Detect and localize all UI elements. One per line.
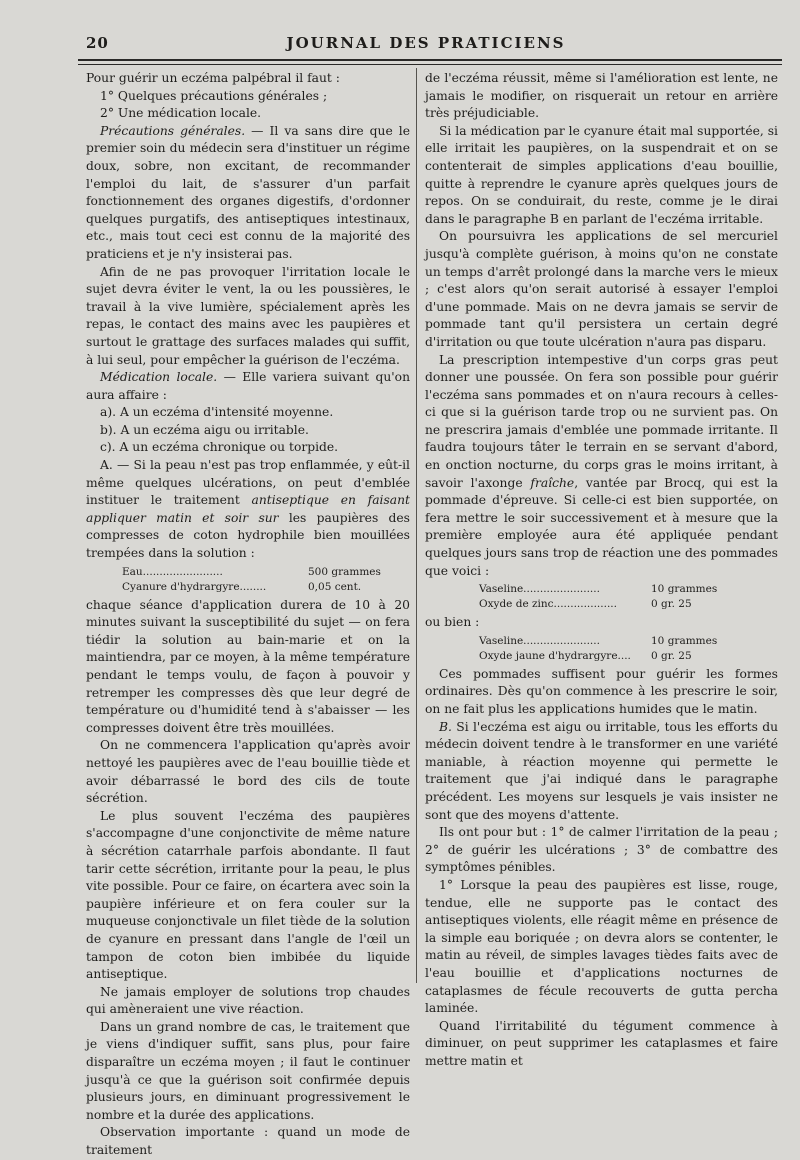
list-item: a). A un eczéma d'intensité moyenne. bbox=[100, 405, 334, 420]
list-item: b). A un eczéma aigu ou irritable. bbox=[100, 422, 309, 437]
header-rule-thin bbox=[78, 64, 782, 65]
paragraph: Quand l'irritabilité du tégument commence à diminuer, on peut supprimer les cataplasmes et faire mettre matin et bbox=[425, 1018, 778, 1068]
paragraph: Dans un grand nombre de cas, le traitement que je viens d'indiquer suffit, sans plus, pour faire disparaître un eczéma moyen ; il faut le continuer jusqu'à ce que la guérison soit confirmée depuis plusieurs jours, en diminuant progressivement le nombre et la durée des applications. bbox=[86, 1019, 410, 1122]
paragraph: de l'eczéma réussit, même si l'amélioration est lente, ne jamais le modifier, on risquerait un retour en arrière très préjudiciable. bbox=[425, 71, 778, 121]
prescription bbox=[425, 582, 778, 612]
paragraph: Afin de ne pas provoquer l'irritation locale le sujet devra éviter le vent, la ou les poussières, le travail à la vive lumière, spécialement après les repas, le contact des mains avec les paupières et surtout le grattage des surfaces malades qui suffit, à lui seul, pour empêcher la guérison de l'eczéma. bbox=[86, 264, 410, 367]
prescription-row bbox=[425, 582, 778, 597]
italic-text: fraîche bbox=[530, 475, 575, 490]
prescription-row bbox=[425, 649, 778, 664]
paragraph bbox=[86, 457, 410, 563]
ingredient: Vaseline....................... bbox=[479, 583, 600, 596]
ingredient: Eau........................ bbox=[122, 565, 223, 578]
ingredient: Vaseline....................... bbox=[479, 634, 600, 647]
section-heading: B. bbox=[439, 719, 452, 734]
dose: 0 gr. 25 bbox=[651, 598, 692, 611]
paragraph: On poursuivra les applications de sel mercuriel jusqu'à complète guérison, à moins qu'on ne constate un temps d'arrêt prolongé dans la marche vers le mieux ; c'est alors qu'on serait autorisé à essayer l'emploi d'une pommade. Mais on ne devra jamais se servir de pommade tant qu'il persistera un certain degré d'irritation ou que toute ulcération n'aura pas disparu. bbox=[425, 229, 778, 349]
paragraph bbox=[86, 123, 410, 264]
prescription bbox=[425, 634, 778, 664]
ingredient: Oxyde de zinc................... bbox=[479, 598, 617, 611]
prescription-row bbox=[86, 565, 410, 580]
ingredient: Oxyde jaune d'hydrargyre.... bbox=[479, 649, 631, 662]
paragraph bbox=[86, 369, 410, 404]
dose: 10 grammes bbox=[651, 634, 718, 647]
paragraph: chaque séance d'application durera de 10 à 20 minutes suivant la susceptibilité du sujet — on fera tiédir la solution au bain-marie et on la maintiendra, par ce moyen, à la même température pendant le temps voulu, de façon à pouvoir y retremper les compresses dès que leur degré de température ou d'humidité tend à s'abaisser — les compresses doivent être très mouillées. bbox=[86, 597, 410, 735]
dose: 0,05 cent. bbox=[308, 580, 362, 593]
dose: 10 grammes bbox=[651, 583, 718, 596]
right-column bbox=[425, 70, 778, 1070]
page-header bbox=[70, 34, 782, 54]
paragraph bbox=[425, 352, 778, 581]
paragraph: Si la médication par le cyanure était mal supportée, si elle irritait les paupières, on la suspendrait et on se contenterait de simples applications d'eau bouillie, quitte à reprendre le cyanure après quelques jours de repos. On se conduirait, du reste, comme je le dirai dans le paragraphe B en parlant de l'eczéma irritable. bbox=[425, 123, 778, 226]
paragraph: Pour guérir un eczéma palpébral il faut : bbox=[86, 71, 340, 85]
section-heading: Médication locale. bbox=[100, 370, 218, 385]
column-divider bbox=[416, 68, 417, 983]
paragraph-text: , vantée par Brocq, qui est la pommade d'épreuve. Si celle-ci est bien supportée, on fera mettre le soir successivement et à mesure que la première employée aura été appliquée pendant quelques jours sans trop de réaction une des pommades que voici : bbox=[425, 475, 778, 578]
paragraph: On ne commencera l'application qu'après avoir nettoyé les paupières avec de l'eau bouillie tiède et avoir débarrassé le bord des cils de toute sécrétion. bbox=[86, 738, 410, 806]
paragraph-text: — Elle variera suivant qu'on aura affaire : bbox=[86, 370, 410, 402]
paragraph: ou bien : bbox=[425, 615, 480, 630]
left-column bbox=[86, 70, 410, 1160]
paragraph: Observation importante : quand un mode de traitement bbox=[86, 1125, 410, 1158]
paragraph: 1° Lorsque la peau des paupières est lisse, rouge, tendue, elle ne supporte pas le contact des antiseptiques violents, elle réagit même en présence de la simple eau boriquée ; on devra alors se contenter, le matin au réveil, de simples lavages tièdes faits avec de l'eau bouillie et d'applications nocturnes de cataplasmes de fécule recouverts de gutta percha laminée. bbox=[425, 877, 778, 1016]
paragraph: Ne jamais employer de solutions trop chaudes qui amèneraient une vive réaction. bbox=[86, 984, 410, 1017]
page-number: 20 bbox=[86, 34, 109, 52]
prescription-row bbox=[86, 580, 410, 595]
list-item: c). A un eczéma chronique ou torpide. bbox=[100, 440, 339, 455]
paragraph-text: Si l'eczéma est aigu ou irritable, tous les efforts du médecin doivent tendre à le transformer en une variété maniable, à réaction moyenne qui permette le traitement que j'ai indiqué dans le paragraphe précédent. Les moyens sur lesquels je vais insister ne sont que des moyens d'attente. bbox=[425, 719, 778, 822]
header-rule-thick bbox=[78, 59, 782, 61]
paragraph: Le plus souvent l'eczéma des paupières s'accompagne d'une conjonctivite de même nature à sécrétion catarrhale parfois abondante. Il faut tarir cette sécrétion, irritante pour la peau, le plus vite possible. Pour ce faire, on écartera avec soin la paupière inférieure et on fera couler sur la muqueuse conjonctivale un filet tiède de la solution de cyanure en pressant dans l'angle de l'œil un tampon de coton bien imbibée du liquide antiseptique. bbox=[86, 808, 410, 982]
paragraph-text: A. — Si la peau n'est pas trop enflammée, y eût-il même quelques ulcérations, on peut d'emblée instituer le traitement bbox=[86, 458, 410, 508]
section-heading: Précautions générales. bbox=[100, 123, 246, 138]
list-item: 2° Une médication locale. bbox=[100, 106, 262, 121]
ingredient: Cyanure d'hydrargyre........ bbox=[122, 580, 267, 593]
prescription bbox=[86, 565, 410, 595]
paragraph bbox=[425, 719, 778, 825]
dose: 500 grammes bbox=[308, 565, 381, 578]
journal-title: JOURNAL DES PRATICIENS bbox=[286, 34, 566, 52]
paragraph-text: les paupières des compresses de coton hydrophile bien mouillées trempées dans la solution : bbox=[86, 510, 410, 561]
paragraph-text: — Il va sans dire que le premier soin du médecin sera d'instituer un régime doux, sobre, non excitant, de recommander l'emploi du lait, de s'assurer d'un parfait fonctionnement des organes digestifs, d'ordonner quelques purgatifs, des antiseptiques intestinaux, etc., mais tout ceci est connu de la majorité des praticiens et je n'y insisterai pas. bbox=[86, 123, 410, 261]
paragraph-text: La prescription intempestive d'un corps gras peut donner une poussée. On fera son possible pour guérir l'eczéma sans pommades et on n'aura recours à celles-ci que si la guérison tarde trop ou ne survient pas. On ne prescrira jamais d'emblée une pommade irritante. Il faudra toujours tâter le terrain en se servant d'abord, en onction nocturne, du corps gras le moins irritant, à savoir l'axonge bbox=[425, 352, 778, 490]
italic-text: antiseptique en faisant appliquer matin et soir sur bbox=[86, 493, 410, 525]
prescription-row bbox=[425, 634, 778, 649]
paragraph: Ils ont pour but : 1° de calmer l'irritation de la peau ; 2° de guérir les ulcérations ; 3° de combattre des symptômes pénibles. bbox=[425, 825, 778, 875]
dose: 0 gr. 25 bbox=[651, 649, 692, 662]
paragraph: Ces pommades suffisent pour guérir les formes ordinaires. Dès qu'on commence à les prescrire le soir, on ne fait plus les applications humides que le matin. bbox=[425, 666, 778, 716]
prescription-row bbox=[425, 597, 778, 612]
list-item: 1° Quelques précautions générales ; bbox=[100, 88, 328, 103]
